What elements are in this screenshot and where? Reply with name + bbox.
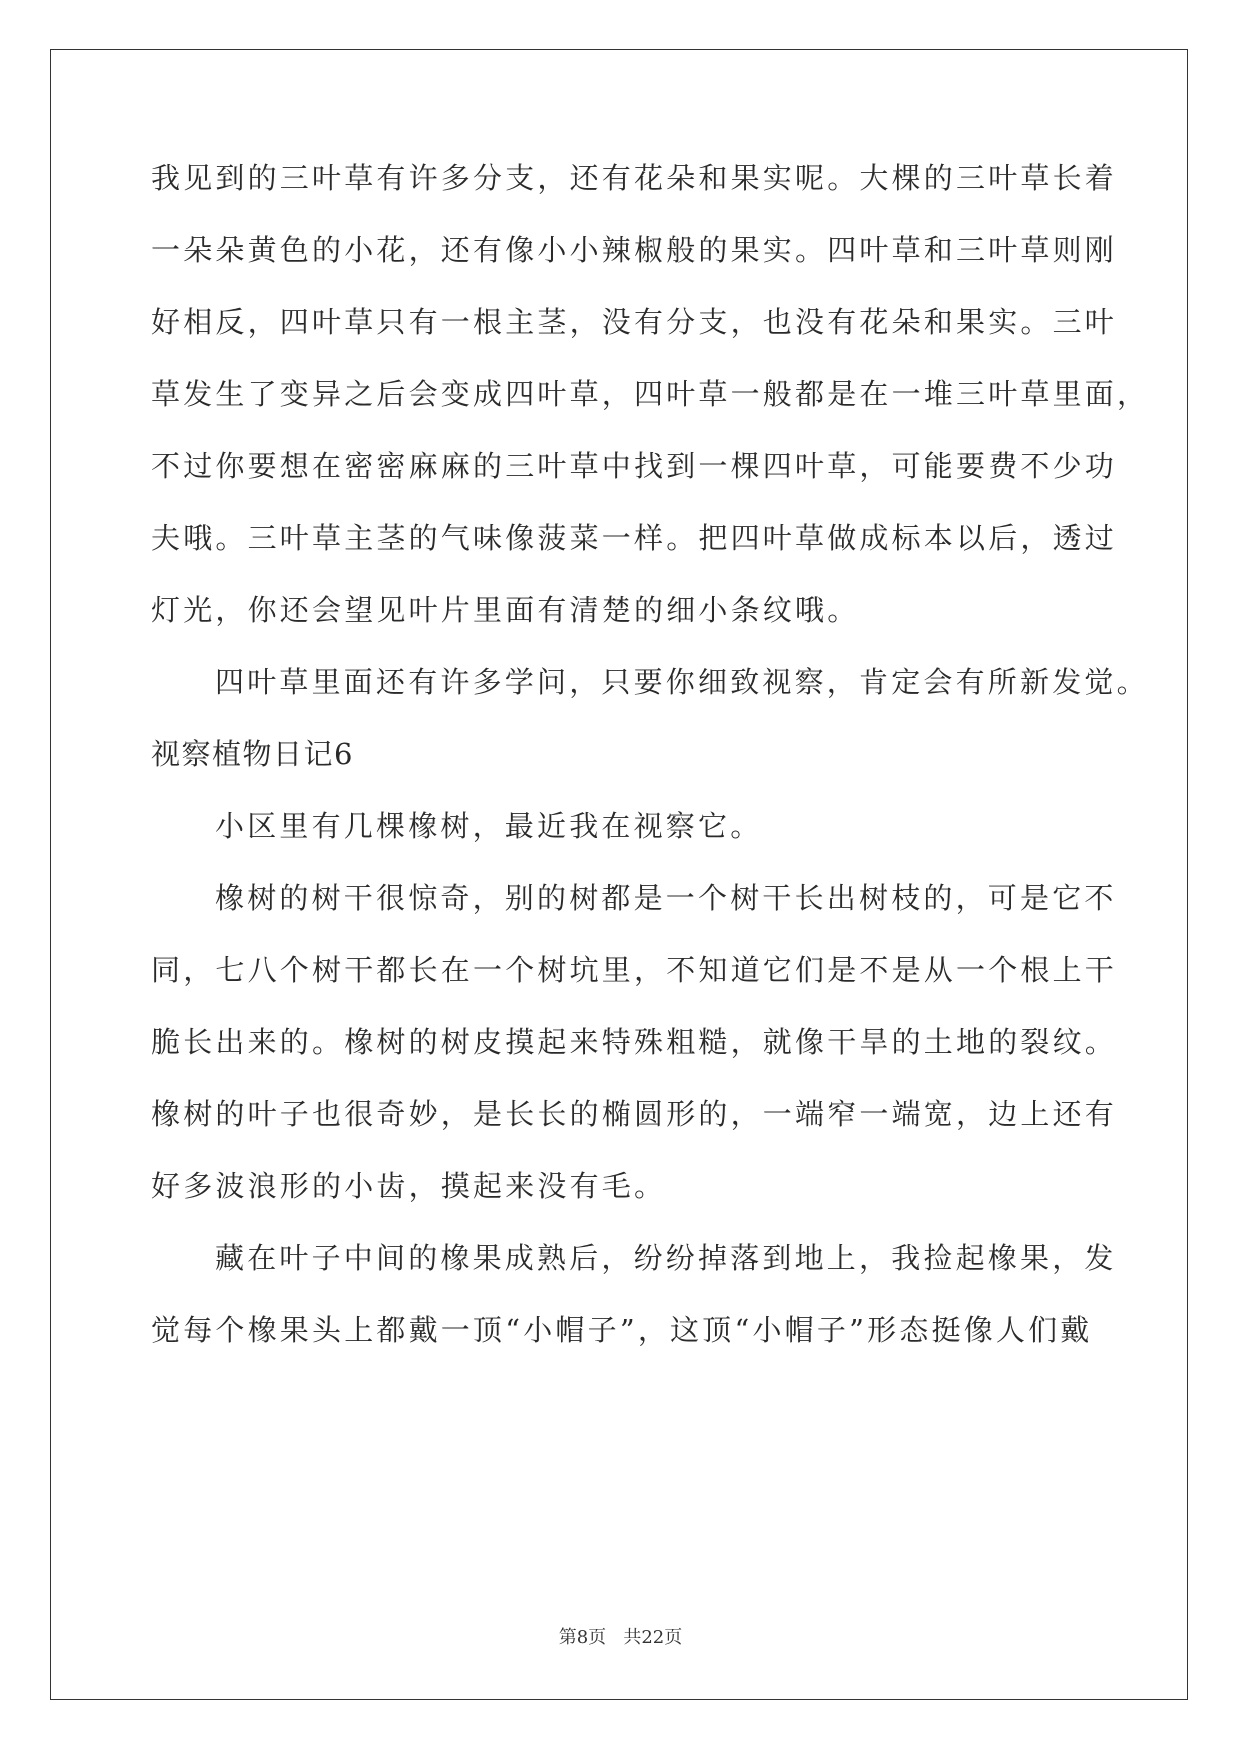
body-text-line: 夫哦。三叶草主茎的气味像菠菜一样。把四叶草做成标本以后，透过 <box>151 521 1118 555</box>
body-text-line: 一朵朵黄色的小花，还有像小小辣椒般的果实。四叶草和三叶草则刚 <box>151 233 1118 267</box>
body-text-line: 同，七八个树干都长在一个树坑里，不知道它们是不是从一个根上干 <box>151 953 1118 987</box>
body-text-line: 觉每个橡果头上都戴一顶“小帽子”，这顶“小帽子”形态挺像人们戴 <box>151 1313 1093 1347</box>
page-number-footer: 第8页 共22页 <box>558 1627 683 1648</box>
page-border <box>50 49 1188 1700</box>
body-text-line: 好相反，四叶草只有一根主茎，没有分支，也没有花朵和果实。三叶 <box>151 305 1118 339</box>
paragraph-first-line: 小区里有几棵橡树，最近我在视察它。 <box>215 809 763 843</box>
paragraph-first-line: 四叶草里面还有许多学问，只要你细致视察，肯定会有所新发觉。 <box>215 665 1149 699</box>
body-text-line: 脆长出来的。橡树的树皮摸起来特殊粗糙，就像干旱的土地的裂纹。 <box>151 1025 1118 1059</box>
body-text-line: 草发生了变异之后会变成四叶草，四叶草一般都是在一堆三叶草里面， <box>151 377 1150 411</box>
body-text-line: 不过你要想在密密麻麻的三叶草中找到一棵四叶草，可能要费不少功 <box>151 449 1118 483</box>
body-text-line: 橡树的叶子也很奇妙，是长长的椭圆形的，一端窄一端宽，边上还有 <box>151 1097 1118 1131</box>
section-heading: 视察植物日记6 <box>151 737 354 771</box>
body-text-line: 灯光，你还会望见叶片里面有清楚的细小条纹哦。 <box>151 593 860 627</box>
paragraph-first-line: 橡树的树干很惊奇，别的树都是一个树干长出树枝的，可是它不 <box>215 881 1117 915</box>
paragraph-first-line: 藏在叶子中间的橡果成熟后，纷纷掉落到地上，我捡起橡果，发 <box>215 1241 1117 1275</box>
body-text-line: 我见到的三叶草有许多分支，还有花朵和果实呢。大棵的三叶草长着 <box>151 161 1118 195</box>
body-text-line: 好多波浪形的小齿，摸起来没有毛。 <box>151 1169 667 1203</box>
